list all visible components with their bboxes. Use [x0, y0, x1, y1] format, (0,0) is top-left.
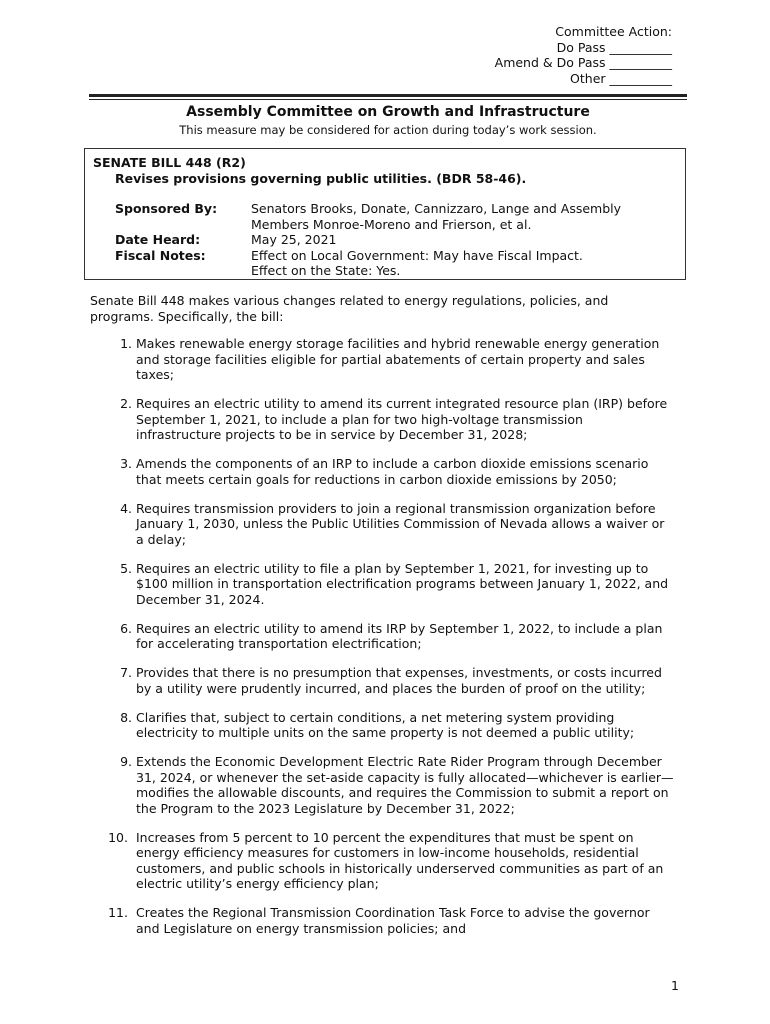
other-line: Other __________ — [570, 70, 672, 86]
list-item-line: electricity to multiple units on the same property is not deemed a public utility; — [136, 725, 635, 740]
list-item-number: 3. — [120, 456, 132, 471]
list-item-line: Increases from 5 percent to 10 percent the expenditures that must be spent on — [136, 829, 634, 845]
header-rule-thin — [89, 99, 687, 100]
list-item-line: Extends the Economic Development Electric Rate Rider Program through December — [136, 754, 662, 769]
list-item-line: energy efficiency measures for customers in low-income households, residential — [136, 845, 639, 860]
list-item-number: 7. — [120, 665, 132, 680]
list-item-number: 2. — [120, 396, 132, 411]
amend-do-pass-line: Amend & Do Pass __________ — [494, 55, 672, 70]
list-item-line: by a utility were prudently incurred, and places the burden of proof on the utility; — [136, 680, 646, 696]
bill-number: SENATE BILL 448 (R2) — [93, 155, 246, 170]
bill-description: Revises provisions governing public utilities. (BDR 58-46). — [115, 171, 527, 186]
list-item-line: December 31, 2024. — [136, 591, 265, 607]
list-item-line: modifies the allowable discounts, and requires the Commission to submit a report on — [136, 785, 669, 800]
list-item-line: Requires an electric utility to file a plan by September 1, 2021, for investing up to — [136, 560, 649, 576]
list-item-line: 31, 2024, or whenever the set-aside capacity is fully allocated—whichever is earlier— — [136, 769, 674, 785]
list-item-line: Makes renewable energy storage facilities and hybrid renewable energy generation — [136, 336, 660, 351]
fiscal-notes-value: Effect on Local Government: May have Fiscal Impact. Effect on the State: Yes. — [251, 247, 583, 278]
list-item-number: 4. — [120, 500, 132, 516]
list-item — [90, 710, 680, 741]
list-item-line: January 1, 2030, unless the Public Utilities Commission of Nevada allows a waiver or — [136, 516, 665, 531]
list-item-number: 10. — [108, 829, 128, 845]
bill-summary-box — [84, 148, 686, 280]
date-heard-label: Date Heard: — [115, 232, 201, 247]
list-item-line: for accelerating transportation electrification; — [136, 636, 422, 651]
list-item-line: infrastructure projects to be in service by December 31, 2028; — [136, 427, 528, 442]
do-pass-line: Do Pass __________ — [556, 39, 672, 55]
list-item-line: that meets certain goals for reductions in carbon dioxide emissions by 2050; — [136, 471, 617, 487]
list-item — [90, 621, 680, 652]
list-item-number: 9. — [120, 754, 132, 769]
sponsors-value: Senators Brooks, Donate, Cannizzaro, Lange and Assembly Members Monroe-Moreno and Frierson, et al. — [251, 201, 622, 232]
list-item-line: a delay; — [136, 531, 186, 547]
list-item-line: Requires an electric utility to amend its IRP by September 1, 2022, to include a plan — [136, 620, 663, 636]
fiscal-notes-label: Fiscal Notes: — [115, 247, 206, 263]
list-item — [90, 665, 680, 696]
list-item-line: Creates the Regional Transmission Coordination Task Force to advise the governor — [136, 905, 650, 920]
list-item-line: customers, and public schools in historically underserved communities as part of an — [136, 860, 664, 876]
list-item — [90, 336, 680, 383]
work-session-note: This measure may be considered for action during today’s work session. — [179, 123, 597, 137]
list-item — [90, 905, 680, 936]
date-heard-value: May 25, 2021 — [251, 232, 337, 247]
list-item — [90, 456, 680, 487]
list-item-line: and Legislature on energy transmission policies; and — [136, 920, 467, 936]
list-item-line: $100 million in transportation electrification programs between January 1, 2022, and — [136, 576, 669, 591]
list-item-number: 11. — [108, 905, 128, 920]
committee-action-title: Committee Action: — [555, 24, 672, 39]
list-item-line: Amends the components of an IRP to include a carbon dioxide emissions scenario — [136, 456, 649, 471]
list-item-line: September 1, 2021, to include a plan for two high-voltage transmission — [136, 411, 583, 427]
list-item-number: 5. — [120, 560, 132, 576]
list-item-number: 1. — [120, 336, 132, 351]
list-item-line: electric utility’s energy efficiency plan; — [136, 876, 379, 891]
committee-title: Assembly Committee on Growth and Infrastructure — [186, 104, 590, 120]
list-item-number: 6. — [120, 620, 132, 636]
list-item — [90, 830, 680, 892]
list-item — [90, 561, 680, 608]
page-number: 1 — [671, 978, 679, 993]
provisions-list — [90, 336, 680, 950]
list-item — [90, 396, 680, 443]
list-item-line: taxes; — [136, 367, 174, 382]
list-item-line: the Program to the 2023 Legislature by December 31, 2022; — [136, 800, 515, 816]
list-item-number: 8. — [120, 709, 132, 725]
list-item-line: Requires transmission providers to join a regional transmission organization before — [136, 500, 656, 516]
list-item-line: Requires an electric utility to amend its current integrated resource plan (IRP) before — [136, 396, 668, 411]
list-item-line: Clarifies that, subject to certain conditions, a net metering system providing — [136, 709, 615, 725]
list-item — [90, 501, 680, 548]
sponsored-label: Sponsored By: — [115, 201, 218, 216]
bill-intro-paragraph: Senate Bill 448 makes various changes related to energy regulations, policies, and programs. Specifically, the bill: — [90, 293, 609, 324]
list-item-line: Provides that there is no presumption that expenses, investments, or costs incurred — [136, 665, 662, 680]
header-rule-thick — [89, 94, 687, 97]
committee-action-block — [495, 24, 672, 86]
list-item — [90, 754, 680, 816]
list-item-line: and storage facilities eligible for partial abatements of certain property and sales — [136, 351, 645, 367]
